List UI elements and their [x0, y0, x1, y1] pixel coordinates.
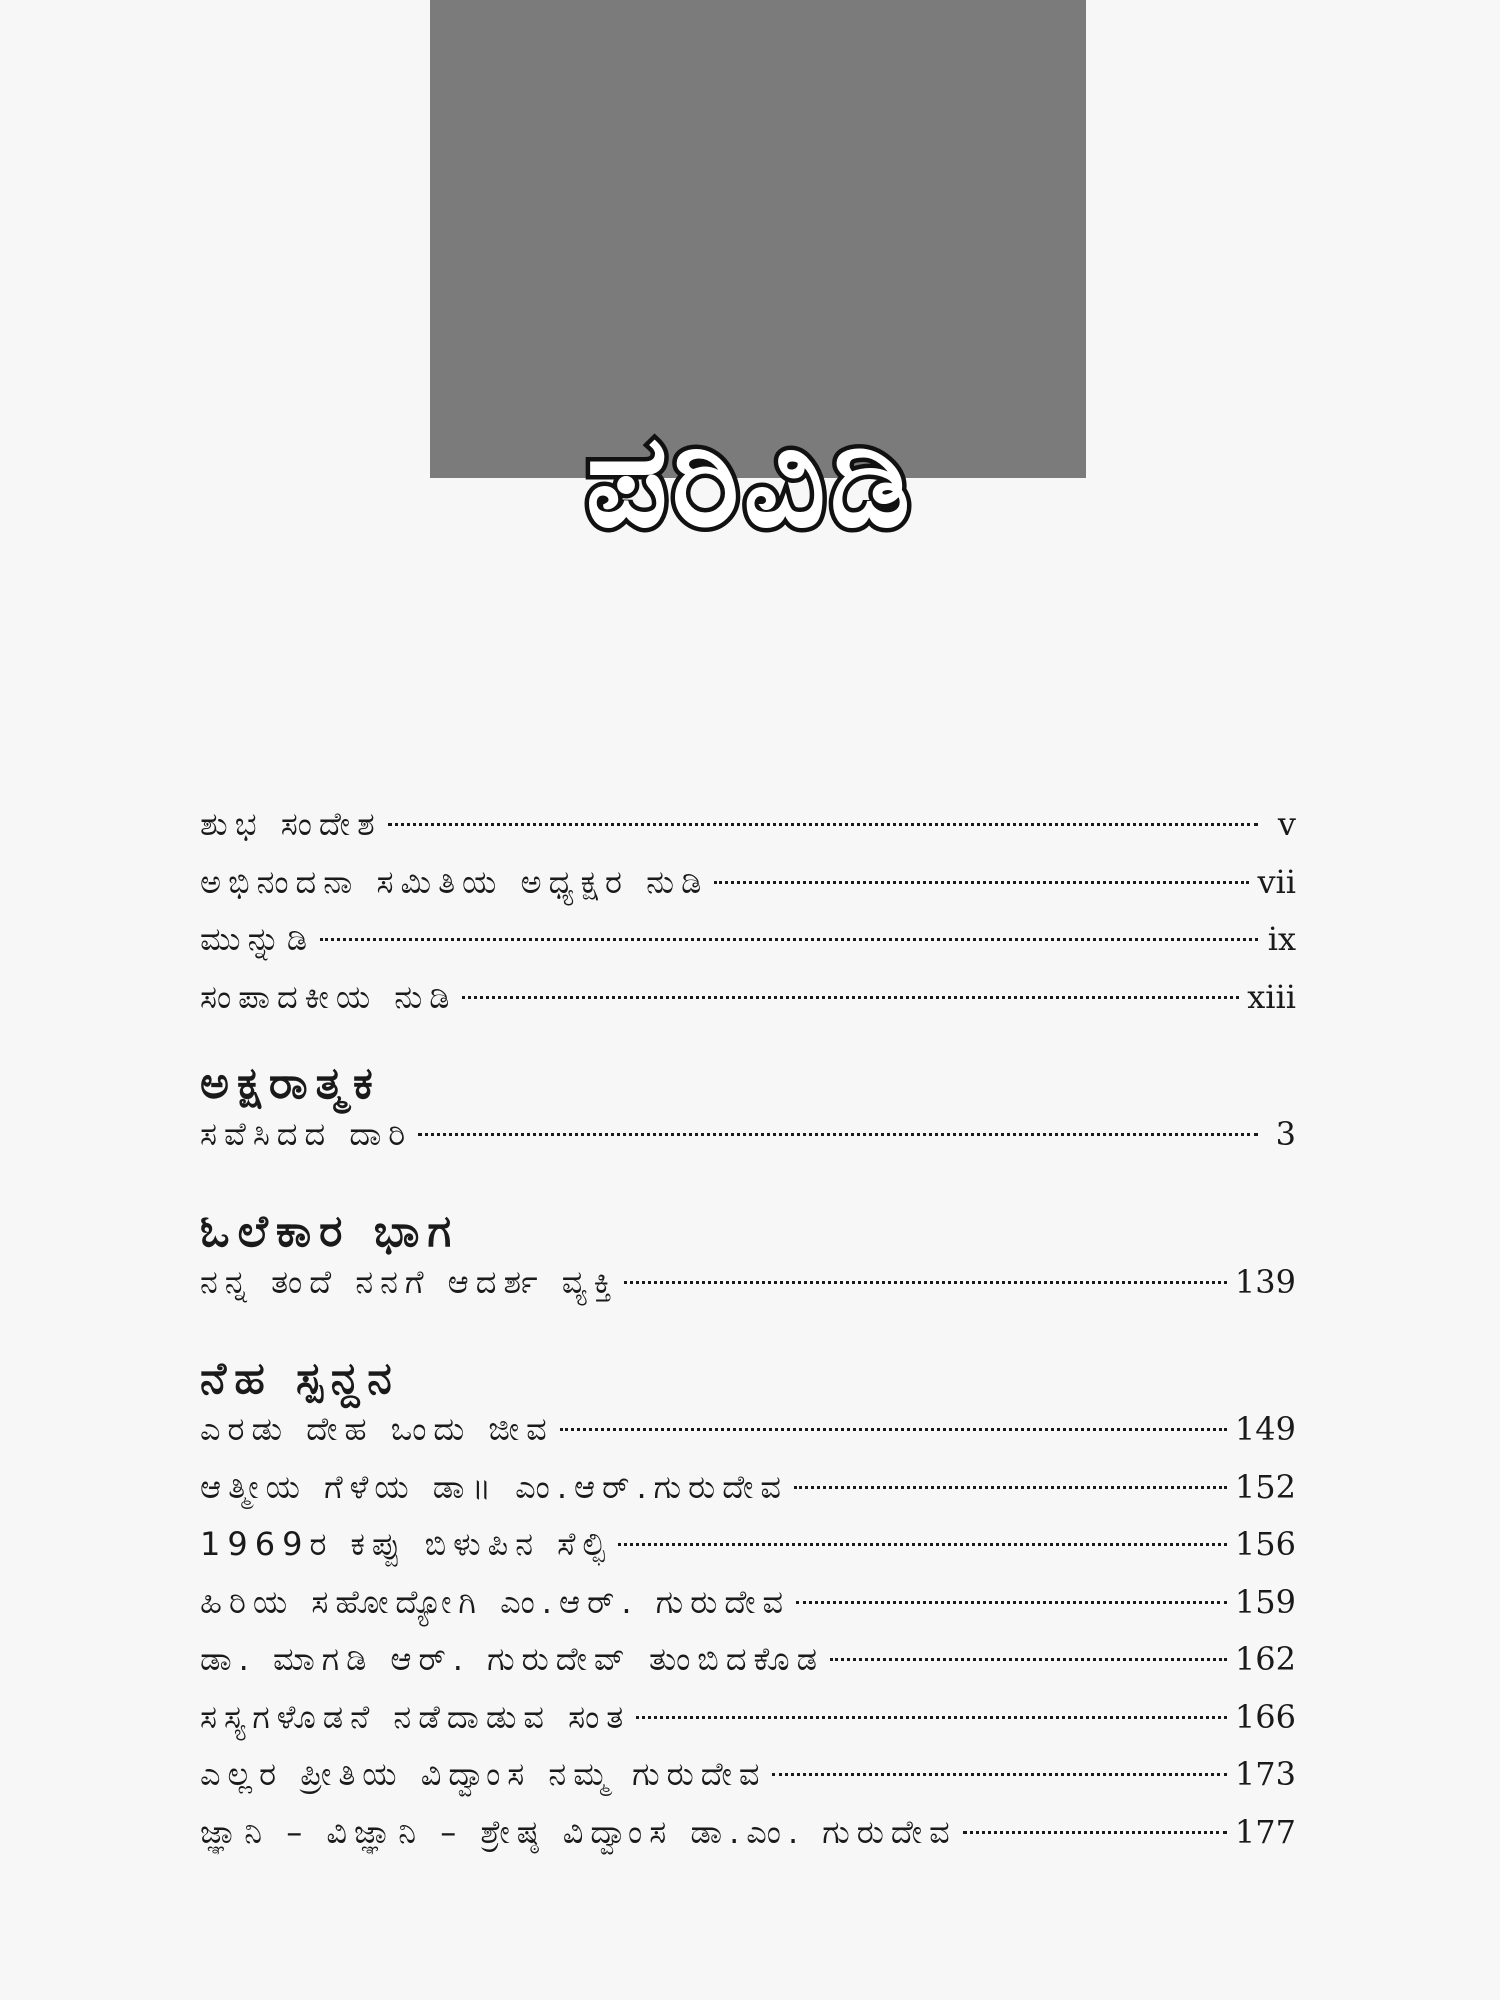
spacer — [200, 1026, 1296, 1062]
dot-leader — [830, 1658, 1227, 1661]
toc-entry-title: 1969ರ ಕಪ್ಪು ಬಿಳುಪಿನ ಸೆಲ್ಫಿ — [200, 1525, 613, 1563]
toc-entry-title: ಎರಡು ದೇಹ ಒಂದು ಜೀವ — [200, 1410, 554, 1448]
toc-entry[interactable] — [200, 1516, 1296, 1574]
dot-leader — [388, 823, 1258, 826]
toc-entry[interactable] — [200, 911, 1296, 969]
toc-entry-page: 162 — [1234, 1640, 1296, 1678]
toc-entry-page: 173 — [1234, 1755, 1296, 1793]
toc-entry-title: ಶುಭ ಸಂದೇಶ — [200, 805, 382, 843]
spacer — [200, 1311, 1296, 1357]
toc-entry-page: 3 — [1275, 1115, 1296, 1153]
toc-entry[interactable] — [200, 854, 1296, 912]
toc-entry-title: ಸಂಪಾದಕೀಯ ನುಡಿ — [200, 977, 457, 1016]
toc-entry-title: ಡಾ. ಮಾಗಡಿ ಆರ್. ಗುರುದೇವ್ ತುಂಬಿದಕೊಡ — [200, 1640, 824, 1678]
dot-leader — [714, 881, 1249, 884]
toc-entry[interactable] — [200, 969, 1296, 1027]
toc-entry[interactable] — [200, 1254, 1296, 1312]
dot-leader — [320, 938, 1258, 941]
dot-leader — [772, 1773, 1226, 1776]
dot-leader — [560, 1428, 1227, 1431]
toc-entry[interactable] — [200, 796, 1296, 854]
table-of-contents — [200, 796, 1296, 1861]
toc-entry[interactable] — [200, 1401, 1296, 1459]
toc-entry[interactable] — [200, 1804, 1296, 1862]
toc-entry-title: ಹಿರಿಯ ಸಹೋದ್ಯೋಗಿ ಎಂ.ಆರ್. ಗುರುದೇವ — [200, 1582, 791, 1621]
toc-entry-page: 177 — [1234, 1812, 1296, 1851]
toc-entry-title: ಮುನ್ನುಡಿ — [200, 920, 315, 958]
toc-entry-page: 139 — [1234, 1262, 1296, 1301]
title-wrap — [0, 407, 1500, 556]
toc-entry-page: v — [1277, 805, 1296, 843]
toc-entry-page: xiii — [1247, 977, 1296, 1016]
dot-leader — [624, 1281, 1227, 1284]
dot-leader — [636, 1716, 1227, 1719]
toc-entry-title: ಸಸ್ಯಗಳೊಡನೆ ನಡೆದಾಡುವ ಸಂತ — [200, 1697, 631, 1736]
dot-leader — [618, 1543, 1227, 1546]
dot-leader — [418, 1133, 1258, 1136]
toc-entry-title: ನನ್ನ ತಂದೆ ನನಗೆ ಆದರ್ಶ ವ್ಯಕ್ತಿ — [200, 1262, 619, 1301]
dot-leader — [796, 1601, 1227, 1604]
section-heading: ನೆಹ ಸ್ಪನ್ದನ — [200, 1353, 400, 1404]
dot-leader — [963, 1831, 1227, 1834]
toc-entry-title: ಜ್ಞಾನಿ – ವಿಜ್ಞಾನಿ – ಶ್ರೇಷ್ಠ ವಿದ್ವಾಂಸ ಡಾ.ಎಂ. ಗುರುದೇವ — [200, 1812, 957, 1851]
toc-entry[interactable] — [200, 1631, 1296, 1689]
toc-entry[interactable] — [200, 1574, 1296, 1632]
toc-entry[interactable] — [200, 1689, 1296, 1747]
dot-leader — [794, 1486, 1227, 1489]
toc-entry-page: 152 — [1234, 1467, 1296, 1506]
toc-entry-title: ಆತ್ಮೀಯ ಗೆಳೆಯ ಡಾ॥ ಎಂ.ಆರ್.ಗುರುದೇವ — [200, 1467, 788, 1506]
toc-entry[interactable] — [200, 1746, 1296, 1804]
toc-entry[interactable] — [200, 1459, 1296, 1517]
page-title: ಪರಿವಿಡಿ — [585, 407, 915, 556]
toc-entry-page: 166 — [1234, 1697, 1296, 1736]
toc-entry-page: vii — [1257, 862, 1296, 901]
toc-entry-title: ಅಭಿನಂದನಾ ಸಮಿತಿಯ ಅಧ್ಯಕ್ಷರ ನುಡಿ — [200, 862, 709, 901]
section-heading: ಓಲೆಕಾರ ಭಾಗ — [200, 1205, 460, 1257]
toc-entry-page: 159 — [1234, 1582, 1296, 1621]
toc-entry-title: ಎಲ್ಲರ ಪ್ರೀತಿಯ ವಿದ್ವಾಂಸ ನಮ್ಮ ಗುರುದೇವ — [200, 1755, 767, 1793]
toc-entry-page: ix — [1267, 920, 1296, 958]
toc-entry[interactable] — [200, 1106, 1296, 1164]
dot-leader — [462, 996, 1239, 999]
section-heading: ಅಕ್ಷರಾತ್ಮಕ — [200, 1058, 381, 1109]
toc-entry-page: 156 — [1234, 1525, 1296, 1563]
toc-entry-page: 149 — [1234, 1410, 1296, 1448]
spacer — [200, 1164, 1296, 1210]
toc-entry-title: ಸವೆಸಿದದ ದಾರಿ — [200, 1115, 413, 1153]
